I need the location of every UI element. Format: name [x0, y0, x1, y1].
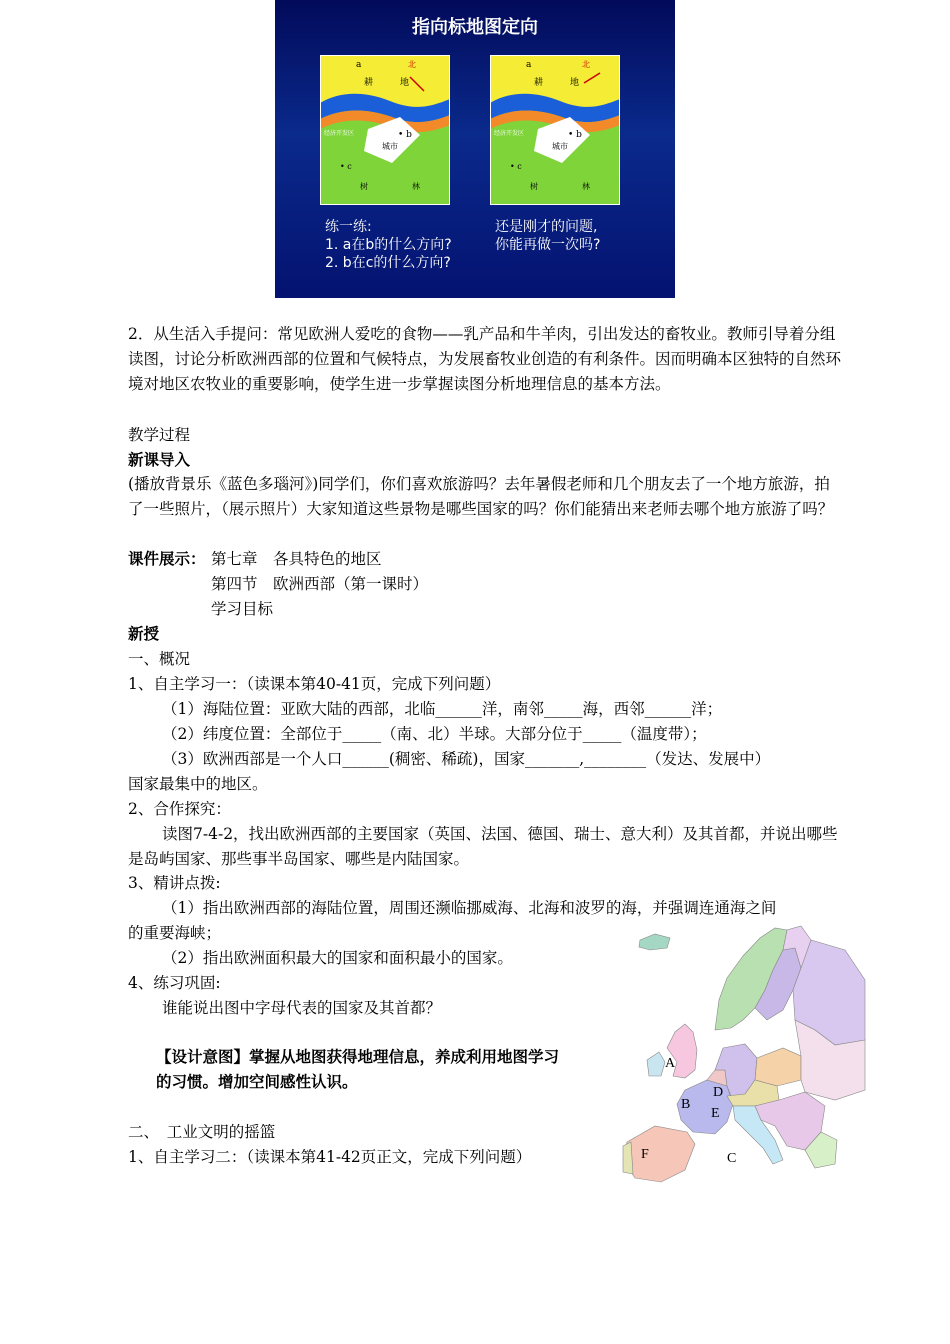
svg-text:地: 地	[570, 78, 580, 88]
process-title: 教学过程	[128, 426, 191, 444]
courseware-label: 课件展示：	[128, 549, 206, 568]
svg-text:• c: • c	[340, 162, 352, 171]
svg-text:树: 树	[360, 182, 368, 191]
svg-text:林: 林	[412, 182, 420, 191]
europe-map	[615, 920, 870, 1190]
slide-image	[275, 0, 675, 298]
svg-text:• c: • c	[510, 162, 522, 171]
slide-left-caption-q2: 2. b在c的什么方向?	[325, 255, 451, 271]
direction-map-left	[320, 55, 450, 205]
svg-text:• b: • b	[398, 130, 412, 140]
svg-text:• b: • b	[568, 130, 582, 140]
courseware-line3: 学习目标	[211, 600, 274, 618]
question-3b: 国家最集中的地区。	[128, 775, 268, 793]
map-label-f: F	[641, 1147, 649, 1162]
svg-text:地: 地	[400, 78, 410, 88]
design-intent-1: 【设计意图】掌握从地图获得地理信息，养成利用地图学习	[156, 1047, 560, 1066]
svg-text:经济开发区: 经济开发区	[324, 130, 355, 137]
self-study-1: 1、自主学习一：（读课本第40-41页，完成下列问题）	[128, 675, 501, 693]
svg-text:林: 林	[582, 182, 590, 191]
section2-title: 二、 工业文明的摇篮	[128, 1123, 276, 1141]
svg-text:北: 北	[582, 60, 590, 69]
question-1: （1）海陆位置：亚欧大陆的西部，北临______洋，南邻_____海，西邻______洋；	[162, 700, 723, 718]
section1-title: 一、概况	[128, 650, 191, 668]
map-label-c: C	[727, 1151, 737, 1166]
slide-left-caption-title: 练一练:	[325, 219, 372, 235]
svg-text:a: a	[356, 60, 362, 70]
svg-text:经济开发区: 经济开发区	[494, 130, 525, 137]
design-intent-2: 的习惯。增加空间感性认识。	[156, 1072, 358, 1091]
svg-text:树: 树	[530, 182, 538, 191]
slide-left-caption-q1: 1. a在b的什么方向?	[325, 237, 452, 253]
coop-title: 2、合作探究：	[128, 800, 231, 818]
new-lesson-heading: 新课导入	[128, 450, 191, 469]
svg-text:城市: 城市	[382, 142, 398, 151]
map-label-a: A	[665, 1056, 676, 1071]
slide-right-caption-2: 你能再做一次吗?	[495, 237, 601, 253]
map-label-b: B	[681, 1097, 691, 1112]
map-label-d: D	[713, 1085, 724, 1100]
courseware-line1: 第七章 各具特色的地区	[211, 550, 382, 568]
slide-title: 指向标地图定向	[412, 17, 538, 38]
lecture-title: 3、精讲点拨:	[128, 874, 221, 892]
svg-text:a: a	[526, 60, 532, 70]
new-lesson-text: (播放背景乐《蓝色多瑙河》)同学们，你们喜欢旅游吗？去年暑假老师和几个朋友去了一个地方旅游，拍了一些照片，（展示照片）大家知道这些景物是哪些国家的吗？你们能猜出来老师去哪个地方旅游了吗？	[128, 475, 834, 518]
intro-paragraph: 2．从生活入手提问：常见欧洲人爱吃的食物——乳产品和牛羊肉，引出发达的畜牧业。教师引导着分组读图，讨论分析欧洲西部的位置和气候特点，为发展畜牧业创造的有利条件。因而明确本区独特的自然环境对地区农牧业的重要影响，使学生进一步掌握读图分析地理信息的基本方法。	[128, 325, 842, 393]
lecture-2: （2）指出欧洲面积最大的国家和面积最小的国家。	[162, 949, 513, 967]
practice-text: 谁能说出图中字母代表的国家及其首都？	[162, 999, 442, 1017]
farmland-label: 耕	[364, 78, 374, 88]
direction-map-right	[490, 55, 620, 205]
map-label-e: E	[711, 1106, 720, 1121]
practice-title: 4、练习巩固:	[128, 974, 221, 992]
question-2: （2）纬度位置：全部位于_____（南、北）半球。大部分位于_____（温度带）；	[162, 725, 707, 743]
new-teaching-heading: 新授	[128, 624, 160, 643]
svg-text:北: 北	[408, 60, 416, 69]
lecture-1b: 的重要海峡；	[128, 924, 222, 942]
courseware-line2: 第四节 欧洲西部（第一课时）	[211, 575, 429, 593]
coop-text: 读图7-4-2，找出欧洲西部的主要国家（英国、法国、德国、瑞士、意大利）及其首都，并说出哪些是岛屿国家、那些事半岛国家、哪些是内陆国家。	[128, 825, 838, 868]
svg-text:耕: 耕	[534, 78, 544, 88]
svg-text:城市: 城市	[552, 142, 568, 151]
self-study-2: 1、自主学习二：（读课本第41-42页正文，完成下列问题）	[128, 1148, 532, 1166]
slide-right-caption-1: 还是刚才的问题,	[495, 219, 598, 235]
question-3a: （3）欧洲西部是一个人口______(稠密、稀疏)，国家_______,________（发达、发展中）	[162, 750, 771, 768]
lecture-1a: （1）指出欧洲西部的海陆位置，周围还濒临挪威海、北海和波罗的海，并强调连通海之间	[162, 899, 777, 917]
